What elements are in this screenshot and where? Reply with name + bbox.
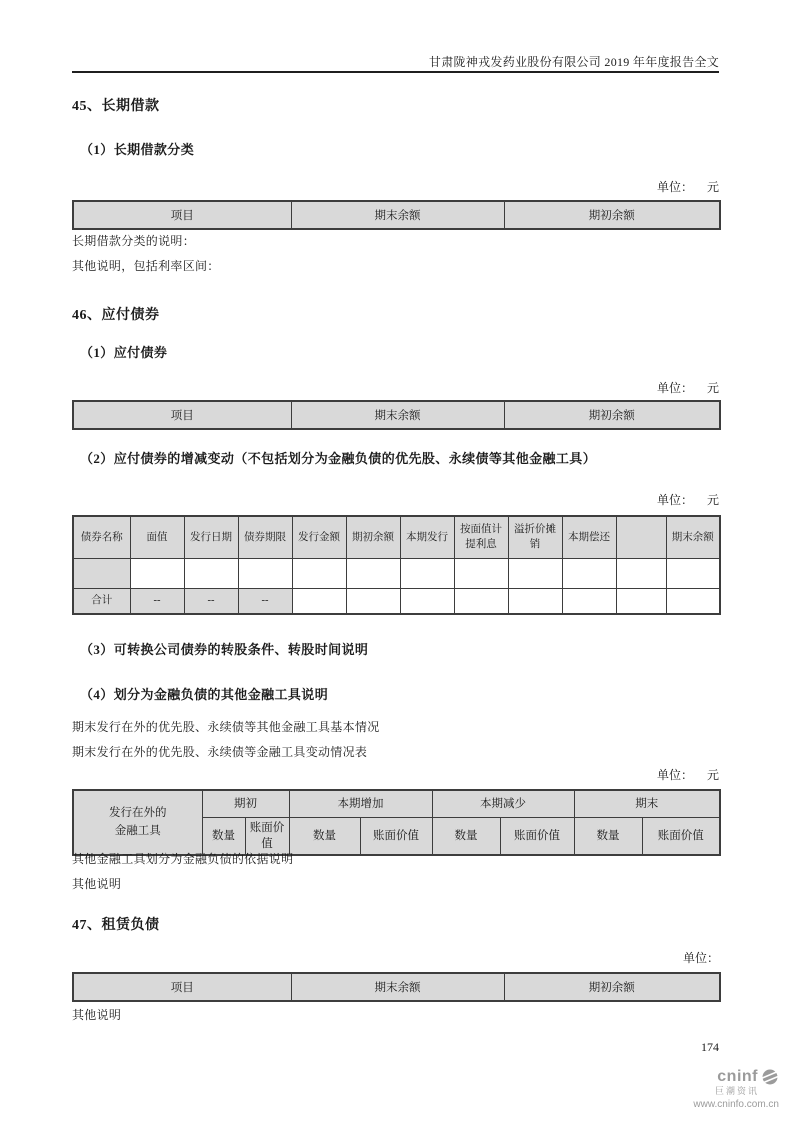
column-header-beginning-balance: 期初余额 — [504, 201, 720, 229]
cninfo-company-text: 巨潮资讯 — [714, 1086, 759, 1096]
financial-instruments-table — [72, 789, 721, 856]
column-header-current-issue: 本期发行 — [400, 516, 454, 558]
table-cell — [616, 588, 666, 614]
bond-total-row — [73, 588, 720, 614]
table-header-row — [73, 201, 720, 229]
table-header-row — [73, 790, 720, 817]
column-header-current-repayment: 本期偿还 — [562, 516, 616, 558]
page-header-title: 甘肃陇神戎发药业股份有限公司 2019 年年度报告全文 — [428, 55, 719, 69]
table-cell — [346, 558, 400, 588]
unit-label: 单位： — [656, 768, 693, 782]
table-cell — [400, 588, 454, 614]
unit-value: 元 — [706, 381, 719, 395]
table-header-row — [73, 516, 720, 558]
header-rule — [72, 71, 719, 73]
column-header-face-value: 面值 — [130, 516, 184, 558]
section-47-title: 47、租赁负债 — [72, 918, 160, 933]
group-header-decrease: 本期减少 — [432, 790, 574, 817]
column-header-ending-balance: 期末余额 — [666, 516, 720, 558]
unit-label: 单位： — [656, 381, 693, 395]
column-header-bond-term: 债券期限 — [238, 516, 292, 558]
unit-value: 元 — [706, 493, 719, 507]
section-46-sub1-title: （1）应付债券 — [80, 345, 168, 360]
table-cell — [400, 558, 454, 588]
long-term-loan-table — [72, 200, 721, 230]
column-header-item: 项目 — [73, 973, 291, 1001]
total-dash-cell: -- — [130, 588, 184, 614]
column-header-item: 项目 — [73, 201, 291, 229]
group-header-ending: 期末 — [574, 790, 720, 817]
section-46-sub2-title: （2）应付债券的增减变动（不包括划分为金融负债的优先股、永续债等其他金融工具） — [80, 451, 597, 466]
subheader-book-value: 账面价值 — [245, 817, 289, 855]
table-cell — [454, 588, 508, 614]
unit-value: 元 — [706, 180, 719, 194]
table-cell — [666, 558, 720, 588]
column-header-blank — [616, 516, 666, 558]
other-note: 其他说明 — [72, 1008, 122, 1022]
column-header-beginning-balance: 期初余额 — [504, 401, 720, 429]
row-header-outstanding-instruments: 发行在外的金融工具 — [73, 790, 202, 855]
unit-line-46b — [72, 491, 719, 508]
cninfo-logo — [593, 1068, 783, 1110]
unit-line-46c — [72, 766, 719, 783]
subheader-quantity: 数量 — [432, 817, 500, 855]
table-header-row — [73, 401, 720, 429]
unit-line-45 — [72, 178, 719, 195]
column-header-ending-balance: 期末余额 — [291, 201, 504, 229]
table-cell — [292, 588, 346, 614]
table-cell — [666, 588, 720, 614]
group-header-increase: 本期增加 — [289, 790, 432, 817]
loan-classification-note: 长期借款分类的说明： — [72, 234, 196, 248]
section-46-sub3-title: （3）可转换公司债券的转股条件、转股时间说明 — [80, 642, 369, 657]
subheader-quantity: 数量 — [574, 817, 642, 855]
other-note: 其他说明 — [72, 877, 122, 891]
section-45-title: 45、长期借款 — [72, 99, 160, 114]
unit-label: 单位： — [682, 951, 719, 965]
cninfo-logo-brand-row — [593, 1068, 779, 1086]
group-header-beginning: 期初 — [202, 790, 289, 817]
column-header-issue-amount: 发行金额 — [292, 516, 346, 558]
lease-liability-table — [72, 972, 721, 1002]
unit-line-47 — [72, 949, 719, 966]
column-header-interest-accrued: 按面值计提利息 — [454, 516, 508, 558]
column-header-beginning-balance: 期初余额 — [504, 973, 720, 1001]
table-cell — [508, 588, 562, 614]
subheader-quantity: 数量 — [289, 817, 360, 855]
column-header-ending-balance: 期末余额 — [291, 401, 504, 429]
total-dash-cell: -- — [238, 588, 292, 614]
classification-basis-note: 其他金融工具划分为金融负债的依据说明 — [72, 852, 294, 866]
cninfo-swirl-icon — [761, 1068, 779, 1086]
bond-movement-table — [72, 515, 721, 615]
table-header-row — [73, 973, 720, 1001]
table-cell — [346, 588, 400, 614]
total-label-cell: 合计 — [73, 588, 130, 614]
table-cell — [292, 558, 346, 588]
subheader-book-value: 账面价值 — [500, 817, 574, 855]
table-cell — [130, 558, 184, 588]
page-number: 174 — [701, 1040, 719, 1054]
table-cell — [184, 558, 238, 588]
table-cell — [454, 558, 508, 588]
table-cell — [73, 558, 130, 588]
column-header-bond-name: 债券名称 — [73, 516, 130, 558]
bond-empty-row — [73, 558, 720, 588]
subheader-book-value: 账面价值 — [360, 817, 432, 855]
column-header-premium-amortization: 溢折价摊销 — [508, 516, 562, 558]
unit-line-46a — [72, 379, 719, 396]
cninfo-brand-text: cninf — [717, 1068, 758, 1086]
table-cell — [616, 558, 666, 588]
subheader-book-value: 账面价值 — [642, 817, 720, 855]
bonds-payable-table — [72, 400, 721, 430]
unit-label: 单位： — [656, 493, 693, 507]
column-header-beginning-balance: 期初余额 — [346, 516, 400, 558]
unit-label: 单位： — [656, 180, 693, 194]
table-cell — [562, 588, 616, 614]
cninfo-url-text: www.cninfo.com.cn — [693, 1098, 779, 1110]
section-46-sub4-title: （4）划分为金融负债的其他金融工具说明 — [80, 687, 329, 702]
other-instruments-basic-note: 期末发行在外的优先股、永续债等其他金融工具基本情况 — [72, 720, 380, 734]
unit-value: 元 — [706, 768, 719, 782]
other-note-interest-range: 其他说明，包括利率区间： — [72, 259, 220, 273]
column-header-issue-date: 发行日期 — [184, 516, 238, 558]
table-cell — [238, 558, 292, 588]
section-46-title: 46、应付债券 — [72, 308, 160, 323]
column-header-item: 项目 — [73, 401, 291, 429]
section-45-sub1-title: （1）长期借款分类 — [80, 142, 195, 157]
total-dash-cell: -- — [184, 588, 238, 614]
other-instruments-change-note: 期末发行在外的优先股、永续债等金融工具变动情况表 — [72, 745, 368, 759]
column-header-ending-balance: 期末余额 — [291, 973, 504, 1001]
table-cell — [562, 558, 616, 588]
subheader-quantity: 数量 — [202, 817, 245, 855]
table-cell — [508, 558, 562, 588]
